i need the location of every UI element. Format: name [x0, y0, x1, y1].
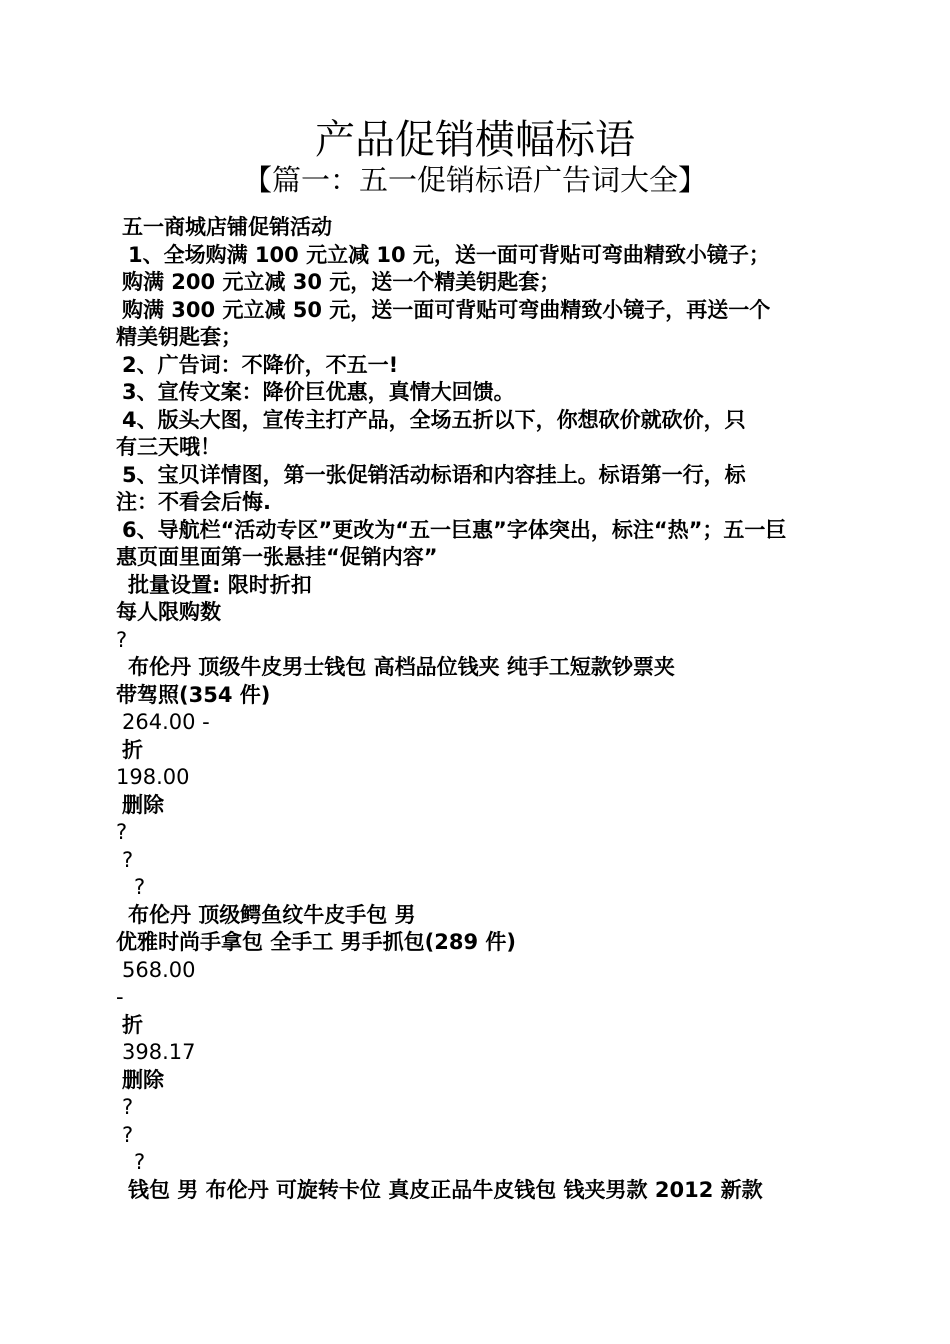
- text-line: 3、宣传文案：降价巨优惠，真情大回馈。: [122, 380, 515, 404]
- product-title: 优雅时尚手拿包 全手工 男手抓包(289 件): [116, 930, 516, 954]
- text-line: 5、宝贝详情图，第一张促销活动标语和内容挂上。标语第一行，标: [122, 462, 746, 487]
- text-line: ?: [116, 820, 128, 844]
- document-title: 产品促销横幅标语: [315, 117, 635, 163]
- discount-label: 折: [122, 737, 143, 762]
- original-price: 568.00: [122, 957, 196, 982]
- text-line: 批量设置: 限时折扣: [128, 572, 312, 597]
- product-title: 钱包 男 布伦丹 可旋转卡位 真皮正品牛皮钱包 钱夹男款 2012 新款: [128, 1177, 763, 1202]
- text-line: ?: [116, 627, 128, 652]
- text-line: 惠页面里面第一张悬挂“促销内容”: [116, 545, 438, 569]
- text-line: 1、全场购满 100 元立减 10 元，送一面可背贴可弯曲精致小镜子；: [128, 242, 770, 267]
- text-line: 购满 300 元立减 50 元，送一面可背贴可弯曲精致小镜子，再送一个: [122, 297, 771, 322]
- text-line: ?: [122, 1095, 134, 1119]
- text-line: 有三天哦！: [116, 435, 221, 459]
- text-line: ?: [122, 1122, 134, 1147]
- discount-price: 398.17: [122, 1040, 196, 1064]
- text-line: 精美钥匙套；: [116, 325, 242, 349]
- discount-price: 198.00: [116, 765, 190, 789]
- text-line: -: [116, 985, 124, 1009]
- document-subtitle: 【篇一：五一促销标语广告词大全】: [242, 163, 707, 197]
- text-line: 每人限购数: [116, 600, 221, 624]
- text-line: 6、导航栏“活动专区”更改为“五一巨惠”字体突出，标注“热”；五一巨: [122, 517, 787, 542]
- product-title: 带驾照(354 件): [116, 682, 271, 707]
- text-line: 注：不看会后悔.: [116, 490, 271, 514]
- text-line: 购满 200 元立减 30 元，送一个精美钥匙套；: [122, 270, 561, 294]
- delete-label: 删除: [122, 1067, 164, 1092]
- text-line: ?: [134, 875, 146, 899]
- text-line: 2、广告词：不降价，不五一!: [122, 352, 399, 377]
- discount-label: 折: [122, 1012, 143, 1037]
- document-body: [116, 214, 836, 1204]
- delete-label: 删除: [122, 792, 164, 817]
- text-line: 4、版头大图，宣传主打产品，全场五折以下，你想砍价就砍价，只: [122, 407, 746, 432]
- text-line: ?: [122, 847, 134, 872]
- text-line: ?: [134, 1150, 146, 1174]
- original-price: 264.00 -: [122, 710, 210, 734]
- product-title: 布伦丹 顶级牛皮男士钱包 高档品位钱夹 纯手工短款钞票夹: [128, 655, 675, 679]
- section-heading: 五一商城店铺促销活动: [122, 215, 332, 239]
- product-title: 布伦丹 顶级鳄鱼纹牛皮手包 男: [128, 902, 416, 927]
